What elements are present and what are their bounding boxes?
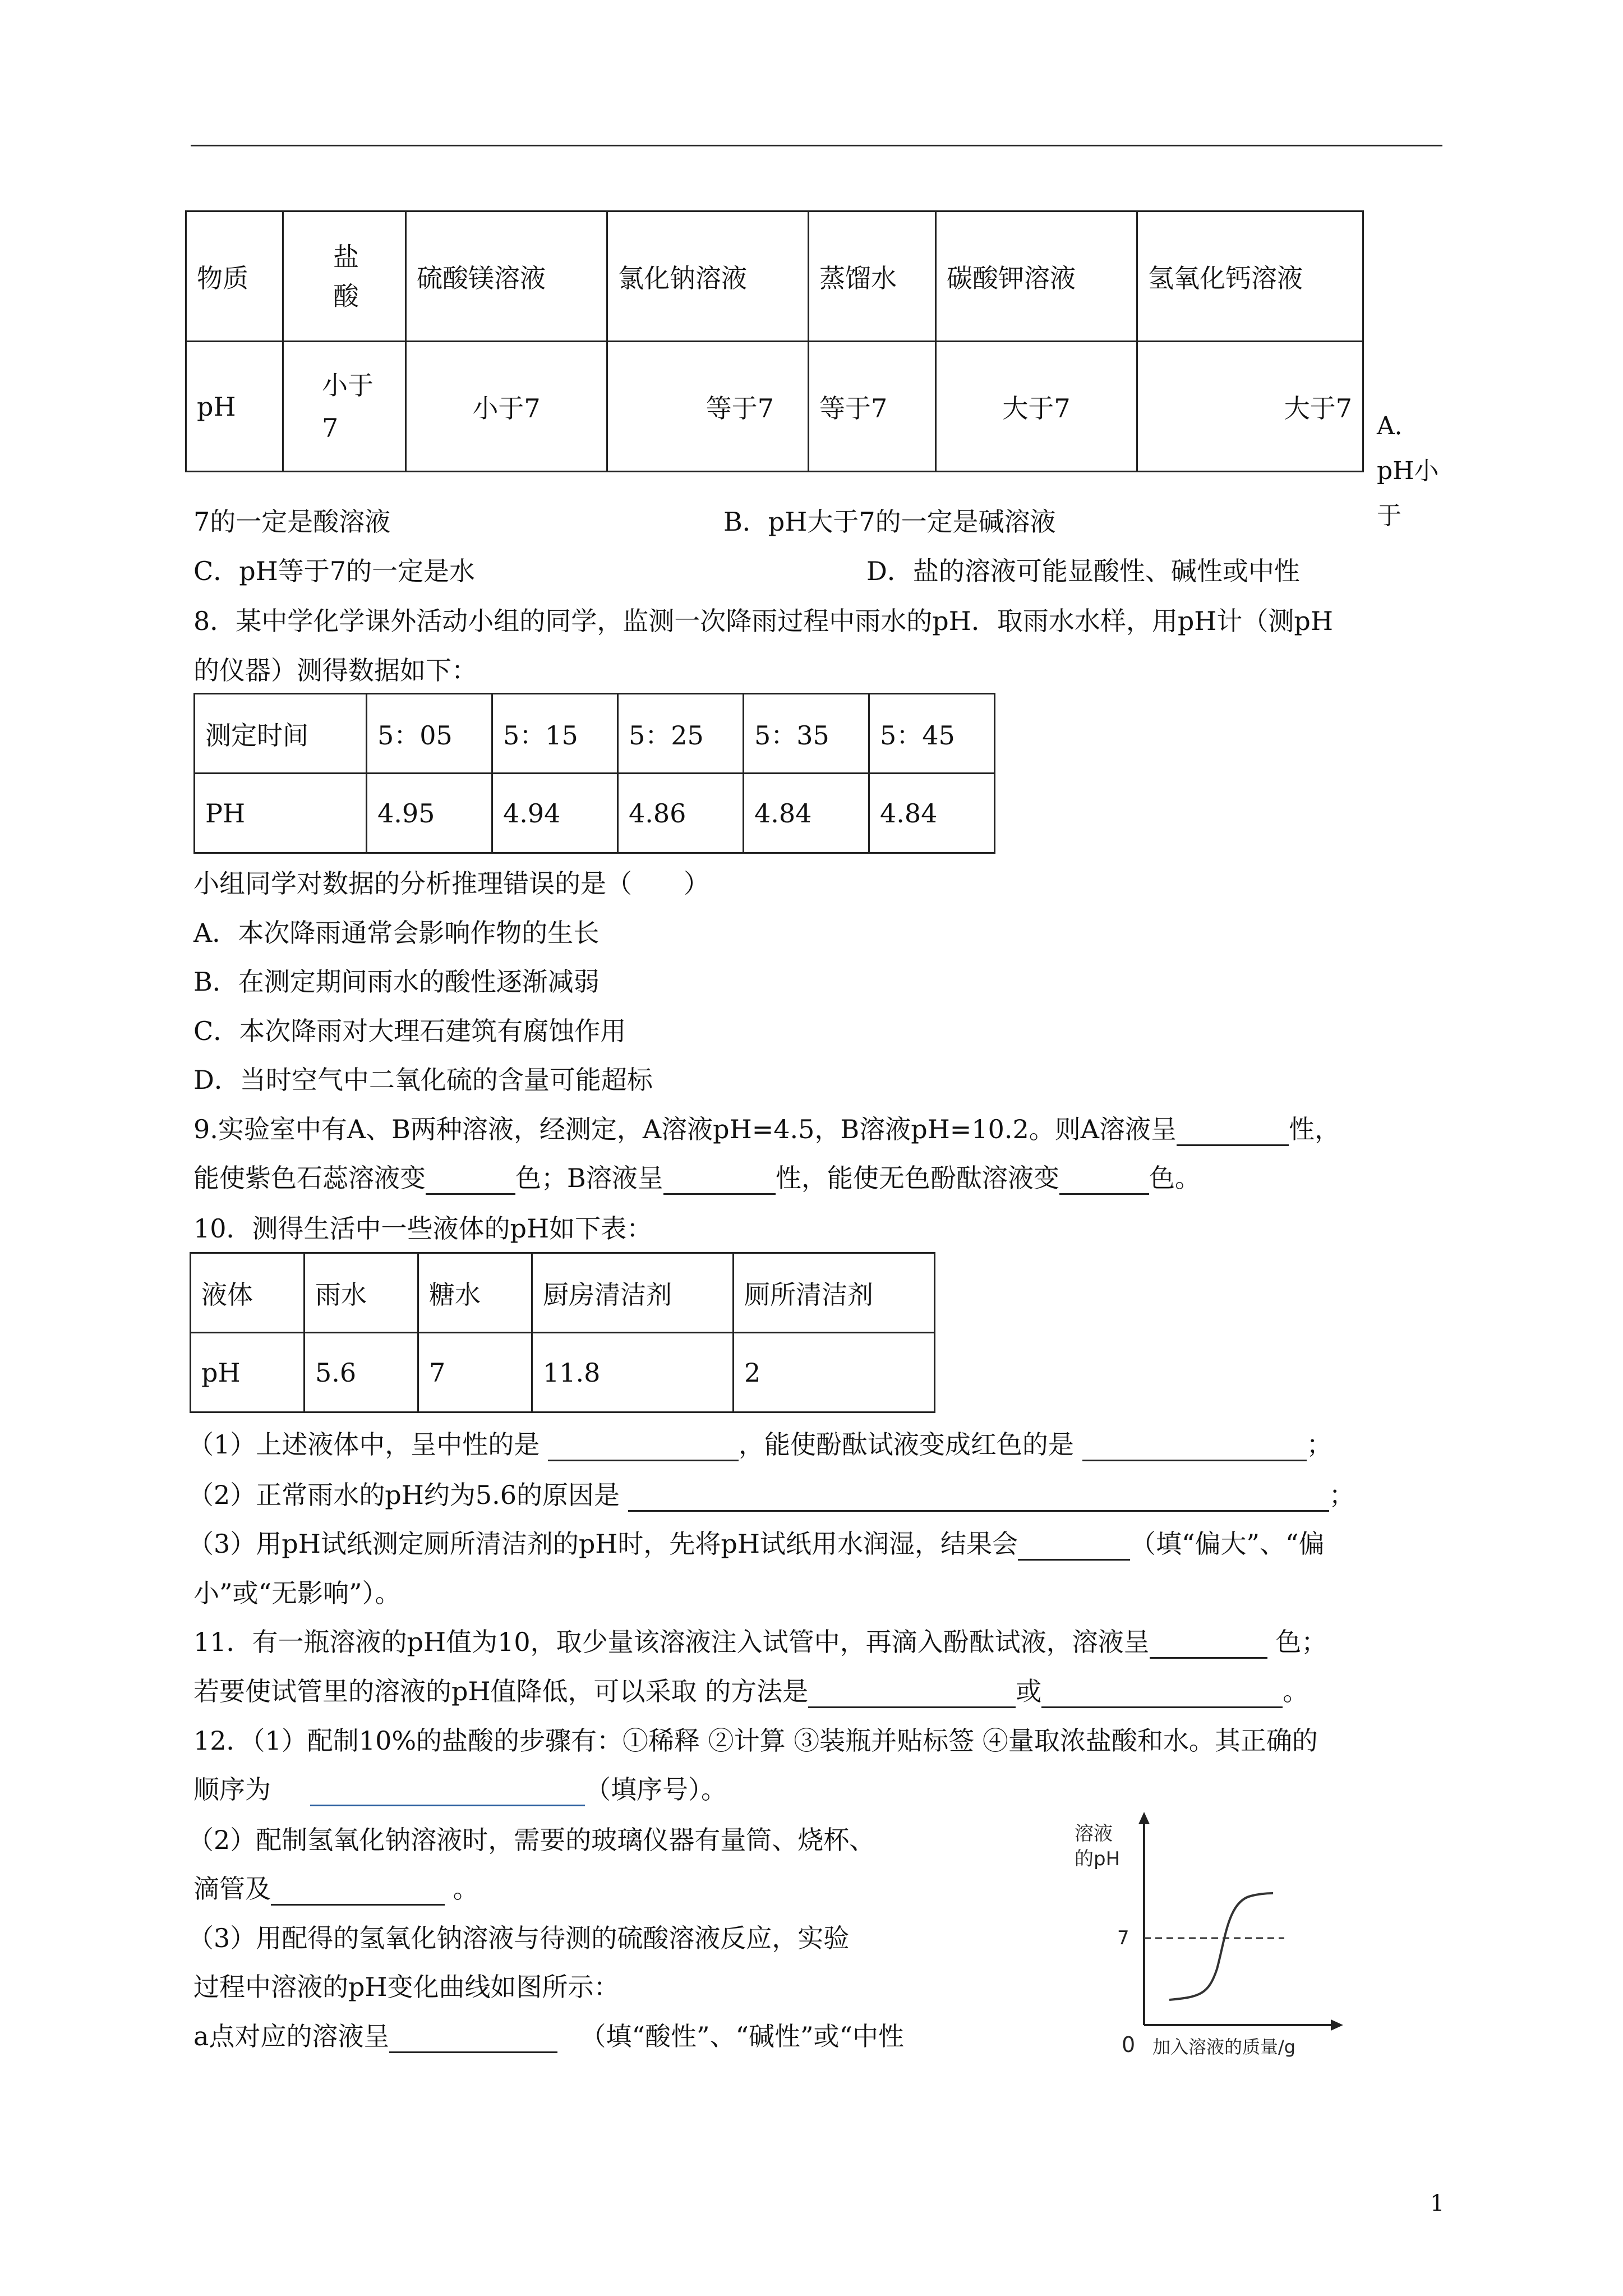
q7-option-a-part2: 7的一定是酸溶液 [193,507,391,537]
q8-option-a: A．本次降雨通常会影响作物的生长 [193,918,600,948]
table-cell: 4.84 [869,774,995,853]
table-cell: 5：45 [869,694,995,774]
table-cell: 4.94 [492,774,618,853]
q10-sub3: （3）用pH试纸测定厕所清洁剂的pH时，先将pH试纸用水润湿，结果会 （填“偏大”、“偏 [188,1527,1325,1561]
table-cell: 小于7 [406,342,607,472]
q12-line7: a点对应的溶液呈 （填“酸性”、“碱性”或“中性 [193,2019,904,2053]
q9-line1: 9.实验室中有A、B两种溶液，经测定，A溶液pH=4.5，B溶液pH=10.2。则A溶液呈 性， [193,1112,1340,1146]
answer-blank[interactable] [808,1680,1016,1708]
table-cell: 大于7 [1137,342,1363,472]
table-header-cell: 雨水 [305,1253,418,1333]
table-header-cell: 厨房清洁剂 [532,1253,734,1333]
answer-blank[interactable] [389,2024,557,2053]
table-cell: 等于7 [607,342,809,472]
table-header-cell: 物质 [186,211,283,342]
table-row-label: PH [195,774,367,853]
figure-xlabel: 加入溶液的质量/g [1152,2036,1296,2058]
table-header-cell: 氢氧化钙溶液 [1137,211,1363,342]
answer-blank[interactable] [1177,1117,1289,1146]
table-header-cell: 厕所清洁剂 [734,1253,935,1333]
q8-question: 小组同学对数据的分析推理错误的是（ ） [193,868,709,899]
q7-option-d: D．盐的溶液可能显酸性、碱性或中性 [866,556,1300,586]
q10-stem: 10．测得生活中一些液体的pH如下表： [193,1213,653,1244]
q9-line2: 能使紫色石蕊溶液变 色；B溶液呈 性，能使无色酚酞溶液变 色。 [193,1161,1201,1195]
q12-line2: 顺序为 （填序号）。 [193,1773,727,1806]
q12-line6: 过程中溶液的pH变化曲线如图所示： [193,1972,620,2002]
table-header-cell: 氯化钠溶液 [607,211,809,342]
q8-option-c: C．本次降雨对大理石建筑有腐蚀作用 [193,1016,626,1046]
table-cell: 5：15 [492,694,618,774]
table-header-cell: 糖水 [418,1253,532,1333]
table-header-cell: 盐酸 [283,211,406,342]
table-cell: 7 [418,1333,532,1412]
answer-blank[interactable] [628,1483,1329,1512]
answer-blank[interactable] [310,1778,585,1806]
figure-origin: 0 [1122,2032,1136,2057]
q12-line1: 12．（1）配制10%的盐酸的步骤有：①稀释 ②计算 ③装瓶并贴标签 ④量取浓盐酸和水。其正确的 [193,1726,1318,1756]
q10-sub3-cont: 小”或“无影响”）。 [193,1578,401,1608]
table-header-cell: 液体 [191,1253,305,1333]
table-row-label: 测定时间 [195,694,367,774]
q12-line3: （2）配制氢氧化钠溶液时，需要的玻璃仪器有量筒、烧杯、 [188,1825,875,1855]
table-cell: 11.8 [532,1333,734,1412]
q7-option-b: B．pH大于7的一定是碱溶液 [723,507,1056,537]
table-cell: 4.84 [744,774,869,853]
answer-blank[interactable] [1041,1680,1283,1708]
q12-line5: （3）用配得的氢氧化钠溶液与待测的硫酸溶液反应，实验 [188,1923,850,1953]
ph-curve [1169,1893,1273,2000]
table-cell: 5.6 [305,1333,418,1412]
q7-option-c: C．pH等于7的一定是水 [193,556,476,586]
answer-blank[interactable] [1150,1630,1267,1659]
table-header-cell: 蒸馏水 [809,211,936,342]
figure-ylabel-2: 的pH [1075,1848,1121,1870]
x-axis-arrow [1331,2019,1343,2031]
q7-option-a-part1: A．pH小于 [1377,412,1439,530]
q8-stem-line1: 8．某中学化学课外活动小组的同学，监测一次降雨过程中雨水的pH．取雨水水样，用pH计（测pH [193,606,1333,636]
answer-blank[interactable] [1018,1532,1130,1561]
ph-curve-figure [1054,1812,1368,2059]
q10-sub2: （2）正常雨水的pH约为5.6的原因是 ； [188,1478,1355,1512]
table-cell: 小于7 [283,342,406,472]
figure-y-tick: 7 [1117,1927,1129,1949]
table-row-label: pH [191,1333,305,1412]
answer-blank[interactable] [426,1166,515,1195]
q11-line2: 若要使试管里的溶液的pH值降低，可以采取 的方法是 或 。 [193,1674,1308,1708]
header-rule [191,145,1442,146]
table-cell: 等于7 [809,342,936,472]
q8-option-d: D．当时空气中二氧化硫的含量可能超标 [193,1065,653,1095]
answer-blank[interactable] [1059,1166,1149,1195]
table-header-cell: 硫酸镁溶液 [406,211,607,342]
answer-blank[interactable] [548,1433,739,1461]
q11-line1: 11．有一瓶溶液的pH值为10，取少量该溶液注入试管中，再滴入酚酞试液，溶液呈 色； [193,1625,1327,1659]
table-cell: 4.95 [367,774,492,853]
table-cell: 4.86 [618,774,744,853]
q12-line4: 滴管及 。 [193,1872,479,1906]
table-row-label: pH [186,342,283,472]
figure-ylabel-1: 溶液 [1075,1823,1113,1845]
page-number: 1 [1430,2191,1445,2216]
table-cell: 5：25 [618,694,744,774]
q8-stem-line2: 的仪器）测得数据如下： [193,655,477,685]
rain-ph-table [193,693,995,854]
y-axis-arrow [1138,1812,1150,1824]
answer-blank[interactable] [663,1166,776,1195]
q10-sub1: （1）上述液体中，呈中性的是 ，能使酚酞试液变成红色的是 ； [188,1428,1332,1461]
table-cell: 5：35 [744,694,869,774]
liquid-ph-table [190,1252,935,1413]
table-cell: 2 [734,1333,935,1412]
table-cell: 大于7 [936,342,1137,472]
answer-blank[interactable] [1082,1433,1307,1461]
answer-blank[interactable] [271,1877,445,1906]
substance-ph-table [185,210,1364,472]
table-header-cell: 碳酸钾溶液 [936,211,1137,342]
q8-option-b: B．在测定期间雨水的酸性逐渐减弱 [193,967,600,997]
table-cell: 5：05 [367,694,492,774]
